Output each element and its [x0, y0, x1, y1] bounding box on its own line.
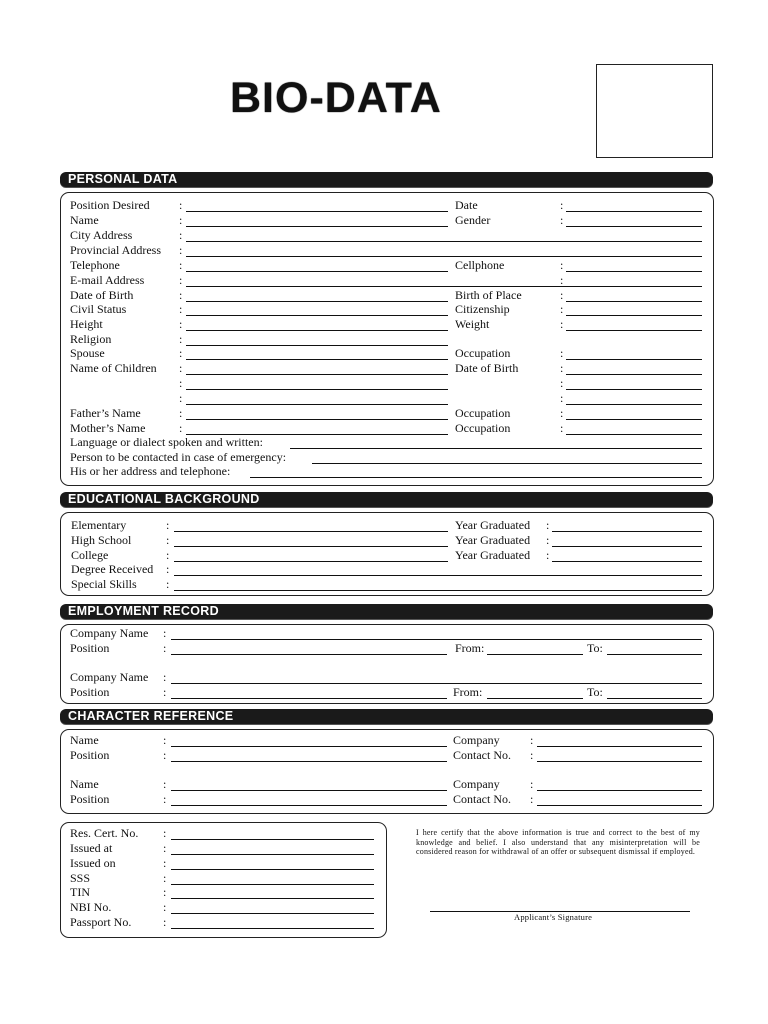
label-sss: SSS — [70, 871, 91, 885]
colon: : — [560, 198, 564, 212]
education-title: EDUCATIONAL BACKGROUND — [68, 492, 260, 506]
label-ref-position-2: Position — [70, 792, 110, 806]
label-position-2: Position — [70, 685, 110, 699]
label-college: College — [71, 548, 109, 562]
from-2-field[interactable] — [487, 698, 583, 699]
colon: : — [179, 406, 183, 420]
reference-title: CHARACTER REFERENCE — [68, 709, 234, 723]
passport-field[interactable] — [171, 928, 374, 929]
ref-company-2-field[interactable] — [537, 790, 702, 791]
personal-data-title: PERSONAL DATA — [68, 172, 178, 186]
label-nbi: NBI No. — [70, 900, 112, 914]
colon: : — [179, 391, 183, 405]
label-to-1: To: — [587, 641, 603, 655]
colon: : — [530, 748, 534, 762]
label-emergency: Person to be contacted in case of emergency: — [70, 450, 287, 464]
label-name: Name — [70, 213, 99, 227]
label-elementary: Elementary — [71, 518, 127, 532]
year-graduated-college-field[interactable] — [552, 561, 702, 562]
label-year-graduated-college: Year Graduated — [455, 548, 531, 562]
emergency-address-field[interactable] — [250, 477, 702, 478]
colon: : — [560, 273, 564, 287]
ref-contact-1-field[interactable] — [537, 761, 702, 762]
colon: : — [163, 792, 167, 806]
weight-field[interactable] — [566, 330, 702, 331]
res-cert-field[interactable] — [171, 839, 374, 840]
colon: : — [163, 871, 167, 885]
position-2-field[interactable] — [171, 698, 447, 699]
colon: : — [179, 421, 183, 435]
colon: : — [166, 548, 170, 562]
date-of-birth-field[interactable] — [186, 301, 448, 302]
citizenship-field[interactable] — [566, 315, 702, 316]
colon: : — [560, 421, 564, 435]
to-2-field[interactable] — [607, 698, 702, 699]
label-spouse: Spouse — [70, 346, 105, 360]
colon: : — [546, 533, 550, 547]
birth-place-field[interactable] — [566, 301, 702, 302]
colon: : — [179, 258, 183, 272]
degree-field[interactable] — [174, 575, 702, 576]
colon: : — [560, 346, 564, 360]
label-citizenship: Citizenship — [455, 302, 510, 316]
label-to-2: To: — [587, 685, 603, 699]
label-mother: Mother’s Name — [70, 421, 146, 435]
label-position-desired: Position Desired — [70, 198, 150, 212]
child-dob-2-field[interactable] — [566, 389, 702, 390]
college-field[interactable] — [174, 561, 448, 562]
colon: : — [163, 685, 167, 699]
colon: : — [163, 856, 167, 870]
child-3-field[interactable] — [186, 404, 448, 405]
label-father: Father’s Name — [70, 406, 141, 420]
emergency-contact-field[interactable] — [312, 463, 702, 464]
label-company-2: Company Name — [70, 670, 149, 684]
label-ref-contact-1: Contact No. — [453, 748, 511, 762]
label-position-1: Position — [70, 641, 110, 655]
ref-company-1-field[interactable] — [537, 746, 702, 747]
from-1-field[interactable] — [487, 654, 583, 655]
colon: : — [166, 518, 170, 532]
colon: : — [179, 288, 183, 302]
label-children: Name of Children — [70, 361, 157, 375]
date-field[interactable] — [566, 211, 702, 212]
nbi-field[interactable] — [171, 913, 374, 914]
education-box — [60, 512, 714, 596]
reference-box — [60, 729, 714, 814]
reference-header — [60, 709, 713, 724]
colon: : — [560, 302, 564, 316]
colon: : — [163, 777, 167, 791]
issued-on-field[interactable] — [171, 869, 374, 870]
colon: : — [163, 748, 167, 762]
colon: : — [179, 302, 183, 316]
label-ref-position-1: Position — [70, 748, 110, 762]
colon: : — [179, 273, 183, 287]
label-high-school: High School — [71, 533, 132, 547]
label-date: Date — [455, 198, 478, 212]
label-provincial-address: Provincial Address — [70, 243, 161, 257]
colon: : — [163, 733, 167, 747]
label-telephone: Telephone — [70, 258, 120, 272]
employment-title: EMPLOYMENT RECORD — [68, 604, 219, 618]
ref-name-2-field[interactable] — [171, 790, 447, 791]
label-year-graduated-elem: Year Graduated — [455, 518, 531, 532]
telephone-field[interactable] — [186, 271, 448, 272]
label-city-address: City Address — [70, 228, 133, 242]
label-year-graduated-hs: Year Graduated — [455, 533, 531, 547]
education-header — [60, 492, 713, 507]
ref-position-1-field[interactable] — [171, 761, 447, 762]
elementary-field[interactable] — [174, 531, 448, 532]
colon: : — [560, 361, 564, 375]
certification-text: I here certify that the above information is true and correct to the best of my knowledge and belief. I also understand that any misinterpretation will be considered reason for withdrawal of an offer or subsequent dismissal if employed. — [416, 828, 700, 856]
signature-label: Applicant’s Signature — [514, 912, 593, 922]
colon: : — [163, 915, 167, 929]
colon: : — [546, 548, 550, 562]
label-emergency-address: His or her address and telephone: — [70, 464, 231, 478]
label-father-occupation: Occupation — [455, 406, 511, 420]
colon: : — [179, 361, 183, 375]
skills-field[interactable] — [174, 590, 702, 591]
label-birth-place: Birth of Place — [455, 288, 522, 302]
colon: : — [163, 626, 167, 640]
colon: : — [166, 577, 170, 591]
label-ref-company-1: Company — [453, 733, 500, 747]
colon: : — [179, 243, 183, 257]
provincial-address-field[interactable] — [186, 256, 702, 257]
colon: : — [530, 733, 534, 747]
language-field[interactable] — [290, 448, 702, 449]
label-skills: Special Skills — [71, 577, 137, 591]
label-issued-at: Issued at — [70, 841, 113, 855]
religion-field[interactable] — [186, 345, 448, 346]
father-occupation-field[interactable] — [566, 419, 702, 420]
colon: : — [179, 376, 183, 390]
child-1-field[interactable] — [186, 374, 448, 375]
child-2-field[interactable] — [186, 389, 448, 390]
father-field[interactable] — [186, 419, 448, 420]
mother-occupation-field[interactable] — [566, 434, 702, 435]
tin-field[interactable] — [171, 898, 374, 899]
label-res-cert: Res. Cert. No. — [70, 826, 139, 840]
ref-contact-2-field[interactable] — [537, 805, 702, 806]
high-school-field[interactable] — [174, 546, 448, 547]
colon: : — [546, 518, 550, 532]
ref-name-1-field[interactable] — [171, 746, 447, 747]
city-address-field[interactable] — [186, 241, 702, 242]
colon: : — [163, 641, 167, 655]
gender-field[interactable] — [566, 226, 702, 227]
company-2-field[interactable] — [171, 683, 702, 684]
colon: : — [166, 562, 170, 576]
colon: : — [560, 288, 564, 302]
label-mother-occupation: Occupation — [455, 421, 511, 435]
to-1-field[interactable] — [607, 654, 702, 655]
label-ref-contact-2: Contact No. — [453, 792, 511, 806]
personal-data-header — [60, 172, 713, 187]
colon: : — [179, 213, 183, 227]
colon: : — [163, 826, 167, 840]
colon: : — [560, 213, 564, 227]
colon: : — [560, 317, 564, 331]
colon: : — [179, 332, 183, 346]
colon: : — [560, 391, 564, 405]
label-civil-status: Civil Status — [70, 302, 127, 316]
label-degree: Degree Received — [71, 562, 154, 576]
colon: : — [530, 777, 534, 791]
label-cellphone: Cellphone — [455, 258, 505, 272]
label-passport: Passport No. — [70, 915, 132, 929]
position-desired-field[interactable] — [186, 211, 448, 212]
label-height: Height — [70, 317, 103, 331]
employment-box — [60, 624, 714, 704]
label-ref-name-1: Name — [70, 733, 99, 747]
colon: : — [163, 885, 167, 899]
colon: : — [179, 228, 183, 242]
colon: : — [163, 670, 167, 684]
year-graduated-hs-field[interactable] — [552, 546, 702, 547]
label-spouse-occupation: Occupation — [455, 346, 511, 360]
colon: : — [179, 317, 183, 331]
label-religion: Religion — [70, 332, 112, 346]
colon: : — [163, 900, 167, 914]
sss-field[interactable] — [171, 884, 374, 885]
label-gender: Gender — [455, 213, 491, 227]
spouse-occupation-field[interactable] — [566, 359, 702, 360]
year-graduated-elem-field[interactable] — [552, 531, 702, 532]
company-1-field[interactable] — [171, 639, 702, 640]
label-email: E-mail Address — [70, 273, 145, 287]
child-dob-1-field[interactable] — [566, 374, 702, 375]
cellphone-field[interactable] — [566, 271, 702, 272]
position-1-field[interactable] — [171, 654, 447, 655]
colon: : — [163, 841, 167, 855]
label-from-2: From: — [453, 685, 483, 699]
colon: : — [560, 258, 564, 272]
colon: : — [179, 198, 183, 212]
civil-status-field[interactable] — [186, 315, 448, 316]
label-date-of-birth: Date of Birth — [70, 288, 134, 302]
label-company-1: Company Name — [70, 626, 149, 640]
page-title: BIO-DATA — [230, 74, 442, 122]
colon: : — [530, 792, 534, 806]
colon: : — [179, 346, 183, 360]
email-field[interactable] — [186, 286, 702, 287]
ref-position-2-field[interactable] — [171, 805, 447, 806]
height-field[interactable] — [186, 330, 448, 331]
colon: : — [560, 406, 564, 420]
label-tin: TIN — [70, 885, 90, 899]
colon: : — [560, 376, 564, 390]
label-language: Language or dialect spoken and written: — [70, 435, 263, 449]
name-field[interactable] — [186, 226, 448, 227]
child-dob-3-field[interactable] — [566, 404, 702, 405]
label-child-dob: Date of Birth — [455, 361, 519, 375]
label-ref-company-2: Company — [453, 777, 500, 791]
label-issued-on: Issued on — [70, 856, 116, 870]
photo-box[interactable] — [596, 64, 713, 158]
colon: : — [166, 533, 170, 547]
spouse-field[interactable] — [186, 359, 448, 360]
label-weight: Weight — [455, 317, 490, 331]
label-ref-name-2: Name — [70, 777, 99, 791]
issued-at-field[interactable] — [171, 854, 374, 855]
label-from-1: From: — [455, 641, 485, 655]
employment-header — [60, 604, 713, 619]
